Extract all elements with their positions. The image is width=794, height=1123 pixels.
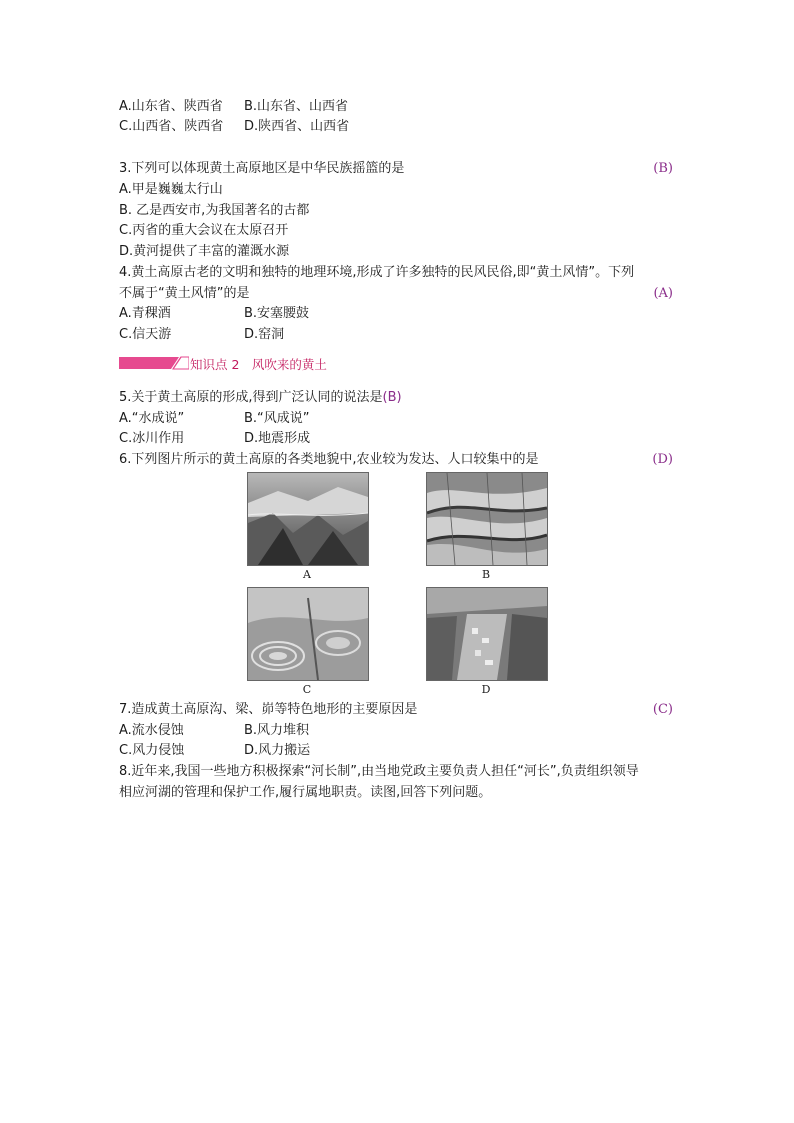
photo-caption-c: C xyxy=(302,683,312,696)
photo-caption-d: D xyxy=(481,683,491,696)
q6-answer: (D) xyxy=(652,452,673,467)
q7-stem: 7.造成黄土高原沟、梁、峁等特色地形的主要原因是 xyxy=(119,702,418,717)
q7-option-b: B.风力堆积 xyxy=(244,723,310,738)
q7-option-row-2 xyxy=(119,741,311,761)
q3-option-d: D.黄河提供了丰富的灌溉水源 xyxy=(119,244,290,259)
q2-option-row-1 xyxy=(119,97,349,117)
q4-stem-line-2: 不属于“黄土风情”的是 xyxy=(119,286,250,301)
q5-option-c: C.冰川作用 xyxy=(119,431,185,446)
q3-answer: (B) xyxy=(653,161,673,176)
landform-photo-c xyxy=(247,587,369,681)
q4-option-b: B.安塞腰鼓 xyxy=(244,306,310,321)
q4-answer: (A) xyxy=(653,286,673,301)
q3-option-c: C.丙省的重大会议在太原召开 xyxy=(119,223,289,238)
q8-stem-line-2: 相应河湖的管理和保护工作,履行属地职责。读图,回答下列问题。 xyxy=(119,785,492,800)
q7-option-row-1 xyxy=(119,721,310,741)
q5-option-b: B.“风成说” xyxy=(244,411,310,426)
q7-option-a: A.流水侵蚀 xyxy=(119,723,184,738)
landform-photo-b xyxy=(426,472,548,566)
q7-option-d: D.风力搬运 xyxy=(244,743,311,758)
q5-option-d: D.地震形成 xyxy=(244,431,311,446)
q4-option-c: C.信天游 xyxy=(119,327,172,342)
q5-option-a: A.“水成说” xyxy=(119,411,185,426)
q2-option-d: D.陕西省、山西省 xyxy=(244,119,350,134)
q2-option-row-2 xyxy=(119,117,350,137)
knowledge-point-banner-icon xyxy=(119,355,189,371)
q4-option-row-1 xyxy=(119,304,310,324)
q5-option-row-1 xyxy=(119,409,310,429)
q4-option-row-2 xyxy=(119,325,285,345)
q7-option-c: C.风力侵蚀 xyxy=(119,743,185,758)
q3-stem: 3.下列可以体现黄土高原地区是中华民族摇篮的是 xyxy=(119,161,405,176)
q7-answer: (C) xyxy=(652,702,673,717)
q4-option-a: A.青稞酒 xyxy=(119,306,171,321)
q5-stem: 5.关于黄土高原的形成,得到广泛认同的说法是 xyxy=(119,390,383,405)
q4-option-d: D.窑洞 xyxy=(244,327,285,342)
q6-stem: 6.下列图片所示的黄土高原的各类地貌中,农业较为发达、人口较集中的是 xyxy=(119,452,539,467)
q5-stem-line xyxy=(119,388,402,408)
q2-option-a: A.山东省、陕西省 xyxy=(119,99,223,114)
photo-caption-a: A xyxy=(303,568,311,581)
q4-stem-line-1: 4.黄土高原古老的文明和独特的地理环境,形成了许多独特的民风民俗,即“黄土风情”。下列 xyxy=(119,265,635,280)
q5-answer: (B) xyxy=(382,390,402,405)
knowledge-point-title: 知识点 2 风吹来的黄土 xyxy=(190,357,327,372)
q3-option-b: B. 乙是西安市,为我国著名的古都 xyxy=(119,203,310,218)
landform-photo-a xyxy=(247,472,369,566)
q3-option-a: A.甲是巍巍太行山 xyxy=(119,182,223,197)
landform-photo-d xyxy=(426,587,548,681)
q2-option-c: C.山西省、陕西省 xyxy=(119,119,224,134)
q2-option-b: B.山东省、山西省 xyxy=(244,99,349,114)
q8-stem-line-1: 8.近年来,我国一些地方积极探索“河长制”,由当地党政主要负责人担任“河长”,负责组织领导 xyxy=(119,764,639,779)
photo-caption-b: B xyxy=(481,568,491,581)
q5-option-row-2 xyxy=(119,429,311,449)
